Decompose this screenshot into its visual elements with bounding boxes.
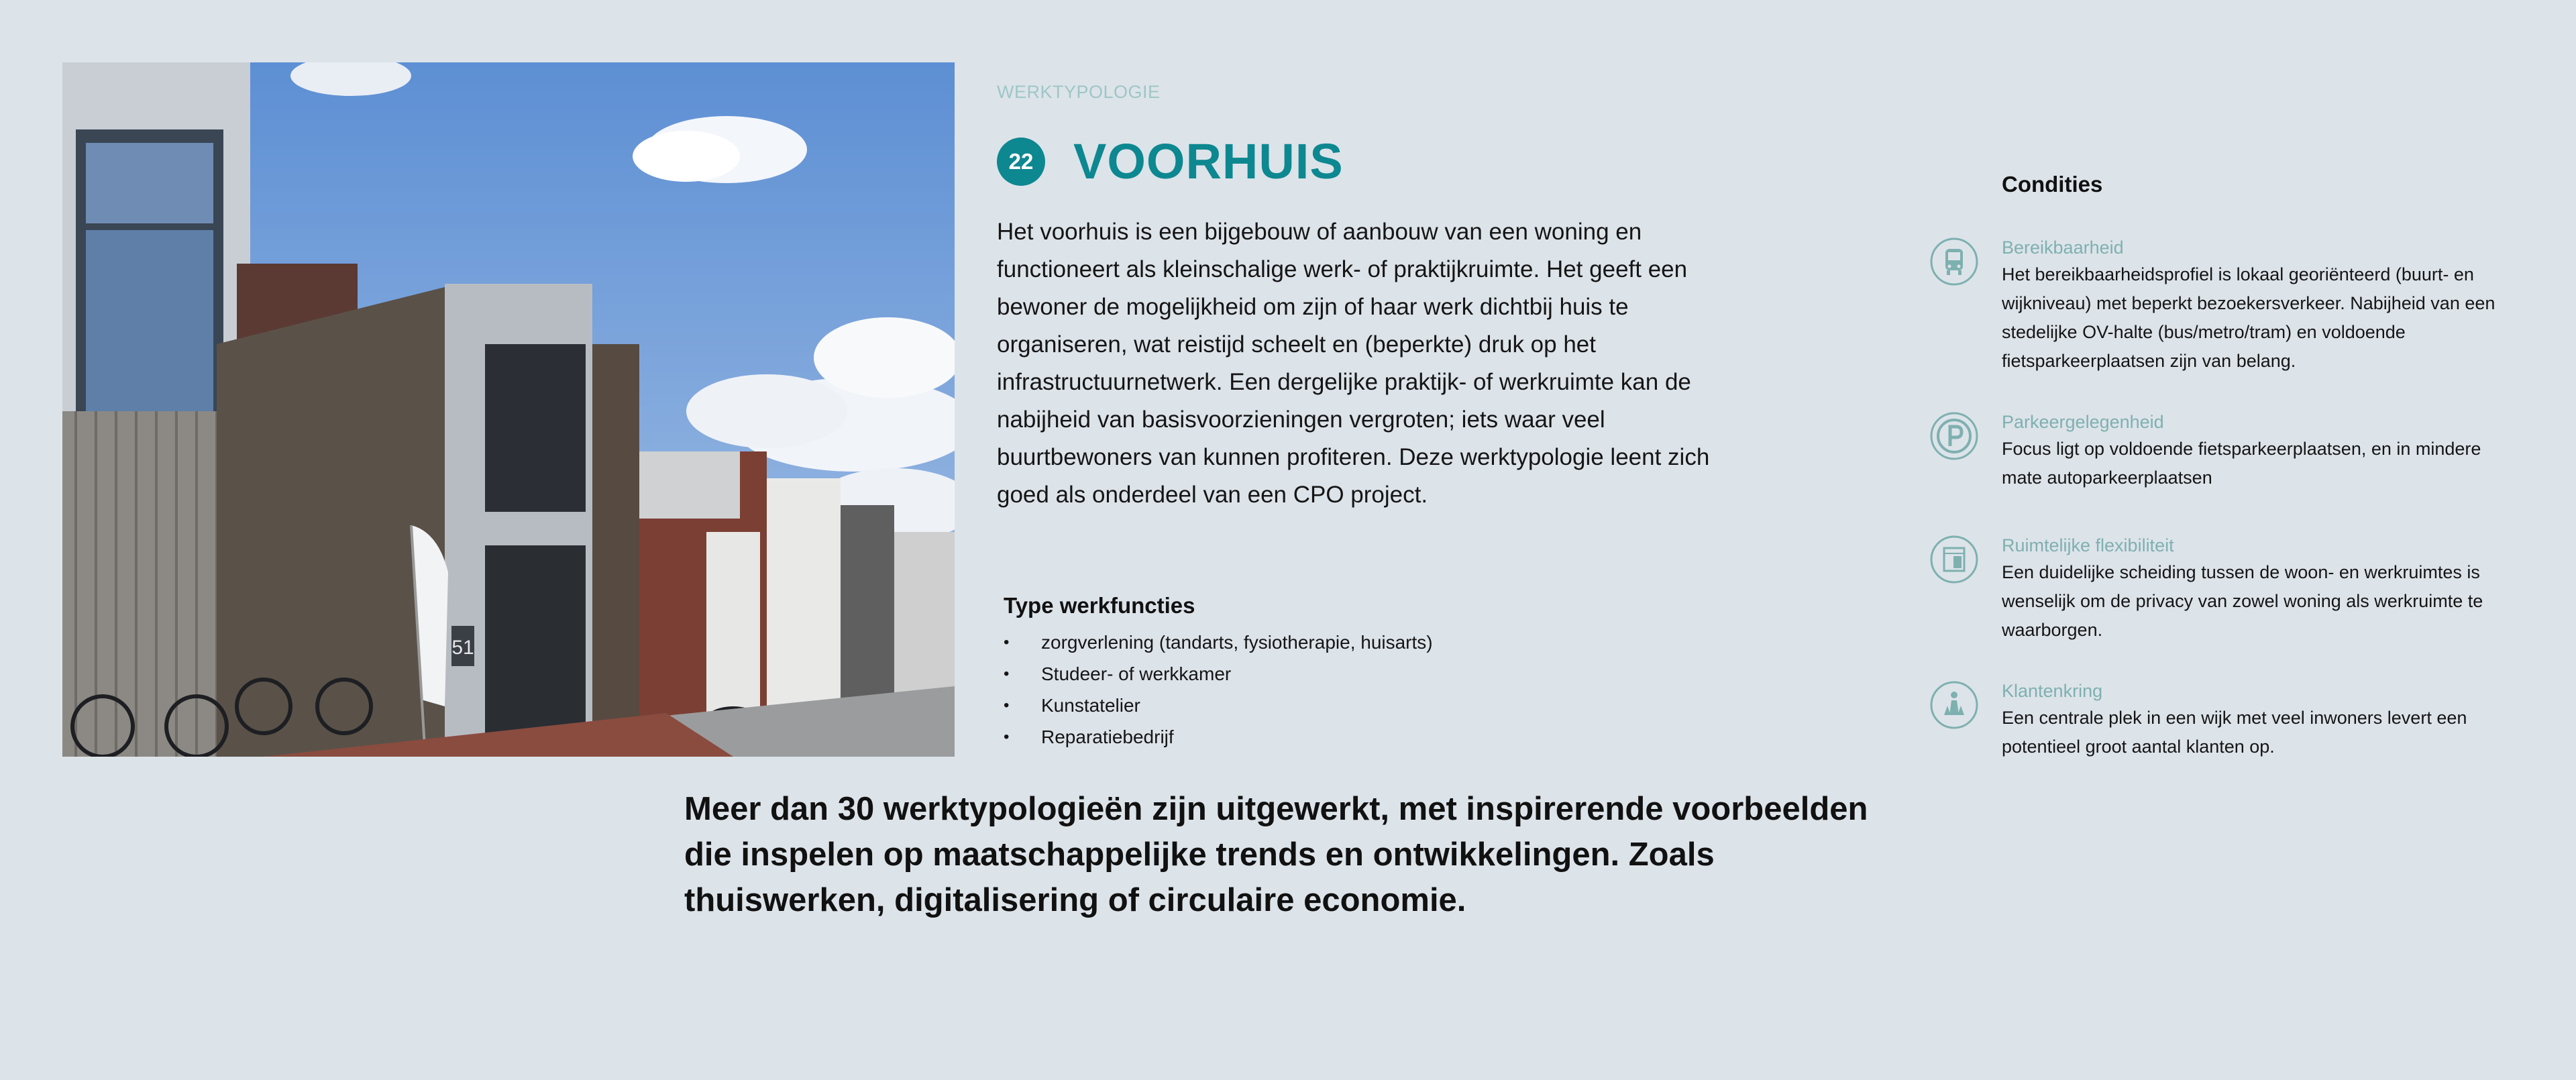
street-photo bbox=[62, 62, 955, 757]
condition-title: Bereikbaarheid bbox=[2002, 237, 2124, 258]
list-item: • Kunstatelier bbox=[1004, 690, 1607, 721]
title-row bbox=[997, 133, 1344, 190]
street-photo-illustration bbox=[62, 62, 955, 757]
house-number: 51 bbox=[451, 637, 474, 659]
werkfuncties-heading: Type werkfuncties bbox=[1004, 593, 1195, 618]
condition-body: Een duidelijke scheiding tussen de woon- en werkruimtes is wenselijk om de privacy van zowel woning als werkruimte te waarborgen. bbox=[2002, 562, 2483, 640]
intro-paragraph: Het voorhuis is een bijgebouw of aanbouw van een woning en functioneert als kleinschalige werk- of praktijkruimte. Het geeft een bewoner de mogelijkheid om zijn of haar werk dichtbij huis te organiseren, wat reistijd scheelt en (beperkte) druk op het infrastructuurnetwerk. Een dergelijke praktijk- of werkruimte kan de nabijheid van basisvoorzieningen vergroten; iets waar veel buurtbewoners van kunnen profiteren. Deze werktypologie leent zich goed als onderdeel van een CPO project. bbox=[997, 219, 1710, 508]
flexibility-icon bbox=[1929, 535, 1979, 584]
condition-title: Parkeergelegenheid bbox=[2002, 412, 2164, 432]
condition-body: Focus ligt op voldoende fietsparkeerplaatsen, en in mindere mate autoparkeerplaatsen bbox=[2002, 439, 2481, 488]
parking-icon bbox=[1929, 411, 1979, 461]
summary-statement: Meer dan 30 werktypologieën zijn uitgewerkt, met inspirerende voorbeelden die inspelen op maatschappelijke trends en ontwikkelingen. Zoals thuiswerken, digitalisering of circulaire economie. bbox=[684, 791, 1868, 918]
customers-icon bbox=[1929, 680, 1979, 730]
page-title: VOORHUIS bbox=[1073, 133, 1344, 189]
condition-title: Klantenkring bbox=[2002, 681, 2103, 701]
bus-icon bbox=[1929, 237, 1979, 286]
werkfuncties-section bbox=[1004, 593, 1607, 753]
list-item: • zorgverlening (tandarts, fysiotherapie, huisarts) bbox=[1004, 627, 1607, 658]
condition-title: Ruimtelijke flexibiliteit bbox=[2002, 535, 2174, 555]
typology-number-badge: 22 bbox=[997, 138, 1045, 186]
condition-body: Het bereikbaarheidsprofiel is lokaal georiënteerd (buurt- en wijkniveau) met beperkt bezoekersverkeer. Nabijheid van een stedelijke OV-halte (bus/metro/tram) en voldoende fietsparkeerplaatsen zijn van belang. bbox=[2002, 264, 2496, 371]
list-item: • Reparatiebedrijf bbox=[1004, 721, 1607, 753]
condition-body: Een centrale plek in een wijk met veel inwoners levert een potentieel groot aantal klanten op. bbox=[2002, 708, 2467, 757]
condities-heading: Condities bbox=[2002, 172, 2103, 197]
list-item: • Studeer- of werkkamer bbox=[1004, 658, 1607, 690]
werkfuncties-list bbox=[1004, 627, 1607, 753]
section-kicker: WERKTYPOLOGIE bbox=[997, 82, 1161, 102]
